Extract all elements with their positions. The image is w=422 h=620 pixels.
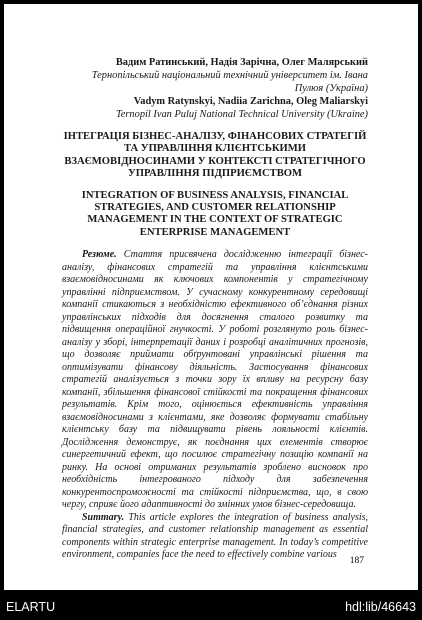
page-number: 187 bbox=[349, 556, 364, 566]
abstract-ua-text: Стаття присвячена дослідженню інтеграції бізнес-аналізу, фінансових стратегій та управління клієнтськими взаємовідносинами як ключових компонентів у стратегічному управлінні підприємством. У сучасному конкурентному середовищі компанії стикаються з необхідністю ефективного об’єднання різних управлінських підходів для досягнення сталого розвитку та підвищення операційної гнучкості. У роботі розглянуто роль бізнес-аналізу у зборі, інтерпретації даних і розробці аналітичних прогнозів, що дозволяє приймати обґрунтовані управлінські рішення та оптимізувати фінансову діяльність. Застосування фінансових стратегій аналізується з точки зору їх впливу на ресурсну базу компанії, збільшення фінансової стійкості та покращення фінансових результатів. Крім того, оцінюється ефективність управління взаємовідносинами з клієнтами, яке дозволяє формувати стабільну клієнтську базу та підвищувати рівень лояльності клієнтів. Дослідження демонструє, як поєднання цих елементів створює синергетичний ефект, що посилює стратегічну позицію компанії на ринку. На основі отриманих результатів зроблено висновок про необхідність інтегрованого підходу для забезпечення конкурентоспроможності та стійкості підприємства, що, в свою чергу, сприяє його адаптивності до змінних умов бізнес-середовища. bbox=[62, 249, 368, 511]
affiliation-ua: Тернопільський національний технічний університет ім. Івана Пулюя (Україна) bbox=[91, 70, 368, 94]
abstract-en-lead: Summary. bbox=[82, 511, 125, 523]
handle-id: hdl:lib/46643 bbox=[345, 600, 416, 614]
abstract-ua bbox=[62, 249, 368, 512]
document-page bbox=[4, 4, 418, 590]
abstract-ua-lead: Резюме. bbox=[82, 249, 117, 261]
authors-ua: Вадим Ратинський, Надія Зарічна, Олег Малярський bbox=[115, 57, 368, 68]
affiliation-en: Ternopil Ivan Puluj National Technical University (Ukraine) bbox=[115, 109, 368, 120]
page-content bbox=[62, 56, 368, 562]
authors-en: Vadym Ratynskyi, Nadiia Zarichna, Oleg Maliarskyi bbox=[133, 96, 368, 107]
title-en: INTEGRATION OF BUSINESS ANALYSIS, FINANCIAL STRATEGIES, AND CUSTOMER RELATIONSHIP MANAGEMENT IN THE CONTEXT OF STRATEGIC ENTERPRISE MANAGEMENT bbox=[81, 189, 349, 238]
repository-name: ELARTU bbox=[6, 600, 56, 614]
viewer-footer bbox=[0, 592, 422, 620]
title-ua: ІНТЕГРАЦІЯ БІЗНЕС-АНАЛІЗУ, ФІНАНСОВИХ СТРАТЕГІЙ ТА УПРАВЛІННЯ КЛІЄНТСЬКИМИ ВЗАЄМОВІДНОСИНАМИ У КОНТЕКСТІ СТРАТЕГІЧНОГО УПРАВЛІННЯ ПІДПРИЄМСТВОМ bbox=[63, 131, 367, 180]
abstract-en-text: This article explores the integration of business analysis, financial strategies, and customer relationship management as essential components within strategic enterprise management. In today’s competitive environment, companies face the need to effectively combine various bbox=[62, 511, 369, 561]
abstract-en bbox=[62, 512, 368, 562]
